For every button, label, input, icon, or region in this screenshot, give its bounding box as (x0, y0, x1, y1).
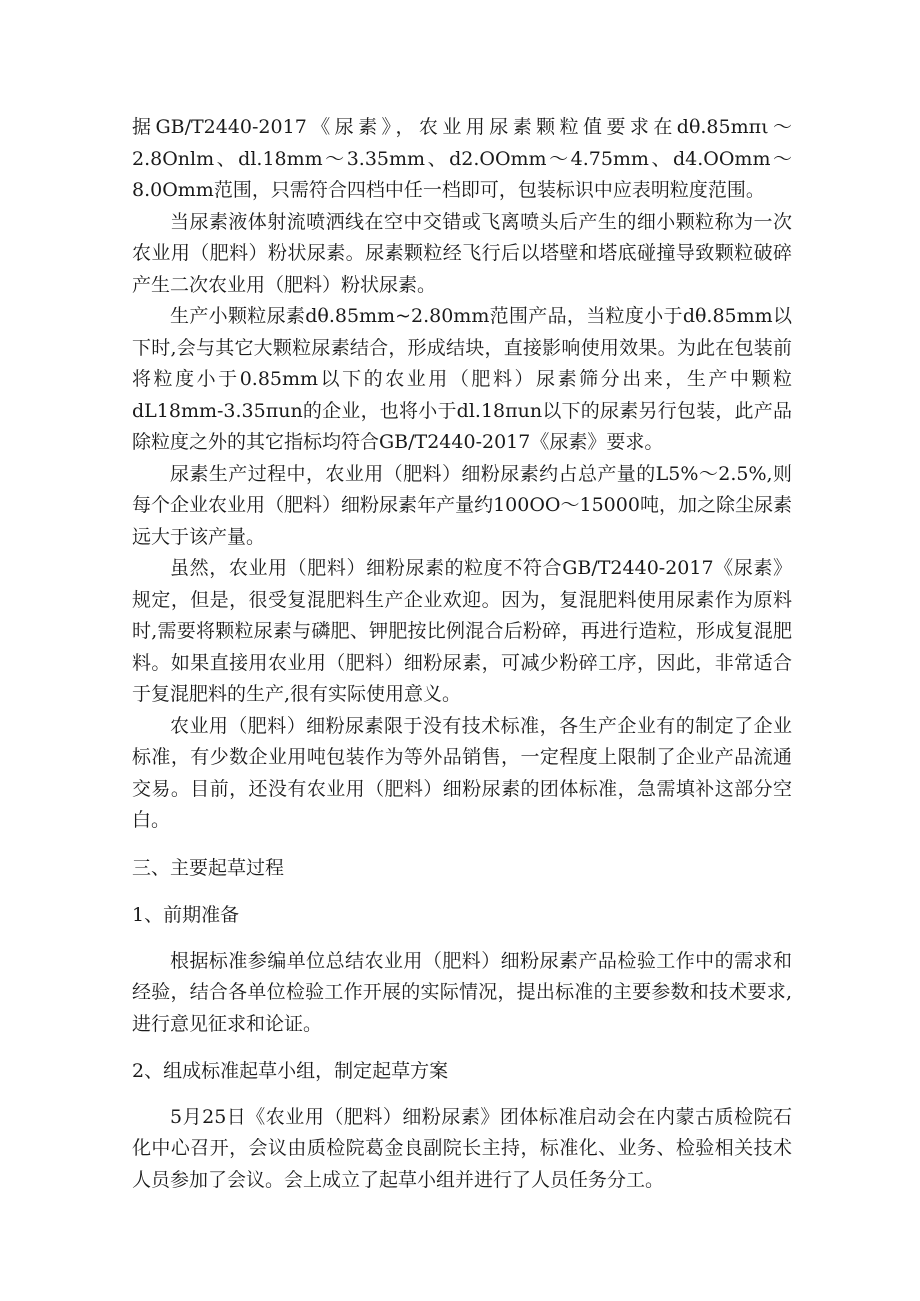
paragraph-drafting-group: 5月25日《农业用（肥料）细粉尿素》团体标准启动会在内蒙古质检院石化中心召开，会议由质检院葛金良副院长主持，标准化、业务、检验相关技术人员参加了会议。会上成立了起草小组并进行了人员任务分工。 (132, 1105, 792, 1191)
paragraph-compound-fertilizer-use: 虽然，农业用（肥料）细粉尿素的粒度不符合GB/T2440-2017《尿素》规定，但是，很受复混肥料生产企业欢迎。因为，复混肥料使用尿素作为原料时,需要将颗粒尿素与磷肥、钾肥按比例混合后粉碎，再进行造粒，形成复混肥料。如果直接用农业用（肥料）细粉尿素，可减少粉碎工序，因此，非常适合于复混肥料的生产,很有实际使用意义。 (132, 557, 792, 705)
section-heading-drafting-process: 三、主要起草过程 (132, 856, 285, 879)
paragraph-powder-urea-definition: 当尿素液体射流喷洒线在空中交错或飞离喷头后产生的细小颗粒称为一次农业用（肥料）粉状尿素。尿素颗粒经飞行后以塔壁和塔底碰撞导致颗粒破碎产生二次农业用（肥料）粉状尿素。 (132, 210, 792, 296)
paragraph-small-granule-production: 生产小颗粒尿素dθ.85mm~2.80mm范围产品，当粒度小于dθ.85mm以下时,会与其它大颗粒尿素结合，形成结块，直接影响使用效果。为此在包装前将粒度小于0.85mm以下的农业用（肥料）尿素筛分出来，生产中颗粒dL18mm-3.35πun的企业，也将小于dl.18πun以下的尿素另行包装，此产品除粒度之外的其它指标均符合GB/T2440-2017《尿素》要求。 (132, 305, 792, 453)
paragraph-urea-particle-spec: 据GB/T2440-2017《尿素》，农业用尿素颗粒值要求在dθ.85mπι～2.8Onlm、dl.18mm～3.35mm、d2.OOmm～4.75mm、d4.OOmm～8.0Omm范围，只需符合四档中任一档即可，包装标识中应表明粒度范围。 (132, 116, 792, 201)
subsection-heading-preparation: 1、前期准备 (132, 904, 240, 926)
subsection-heading-drafting-group: 2、组成标准起草小组，制定起草方案 (132, 1060, 449, 1082)
paragraph-preparation: 根据标准参编单位总结农业用（肥料）细粉尿素产品检验工作中的需求和经验，结合各单位检验工作开展的实际情况，提出标准的主要参数和技术要求,进行意见征求和论证。 (132, 949, 792, 1035)
document-body (132, 112, 792, 1196)
paragraph-production-share: 尿素生产过程中，农业用（肥料）细粉尿素约占总产量的L5%～2.5%,则每个企业农业用（肥料）细粉尿素年产量约100OO～15000吨，加之除尘尿素远大于该产量。 (132, 462, 792, 548)
paragraph-standard-gap: 农业用（肥料）细粉尿素限于没有技术标准，各生产企业有的制定了企业标准，有少数企业用吨包装作为等外品销售，一定程度上限制了企业产品流通交易。目前，还没有农业用（肥料）细粉尿素的团体标准，急需填补这部分空白。 (132, 714, 792, 831)
